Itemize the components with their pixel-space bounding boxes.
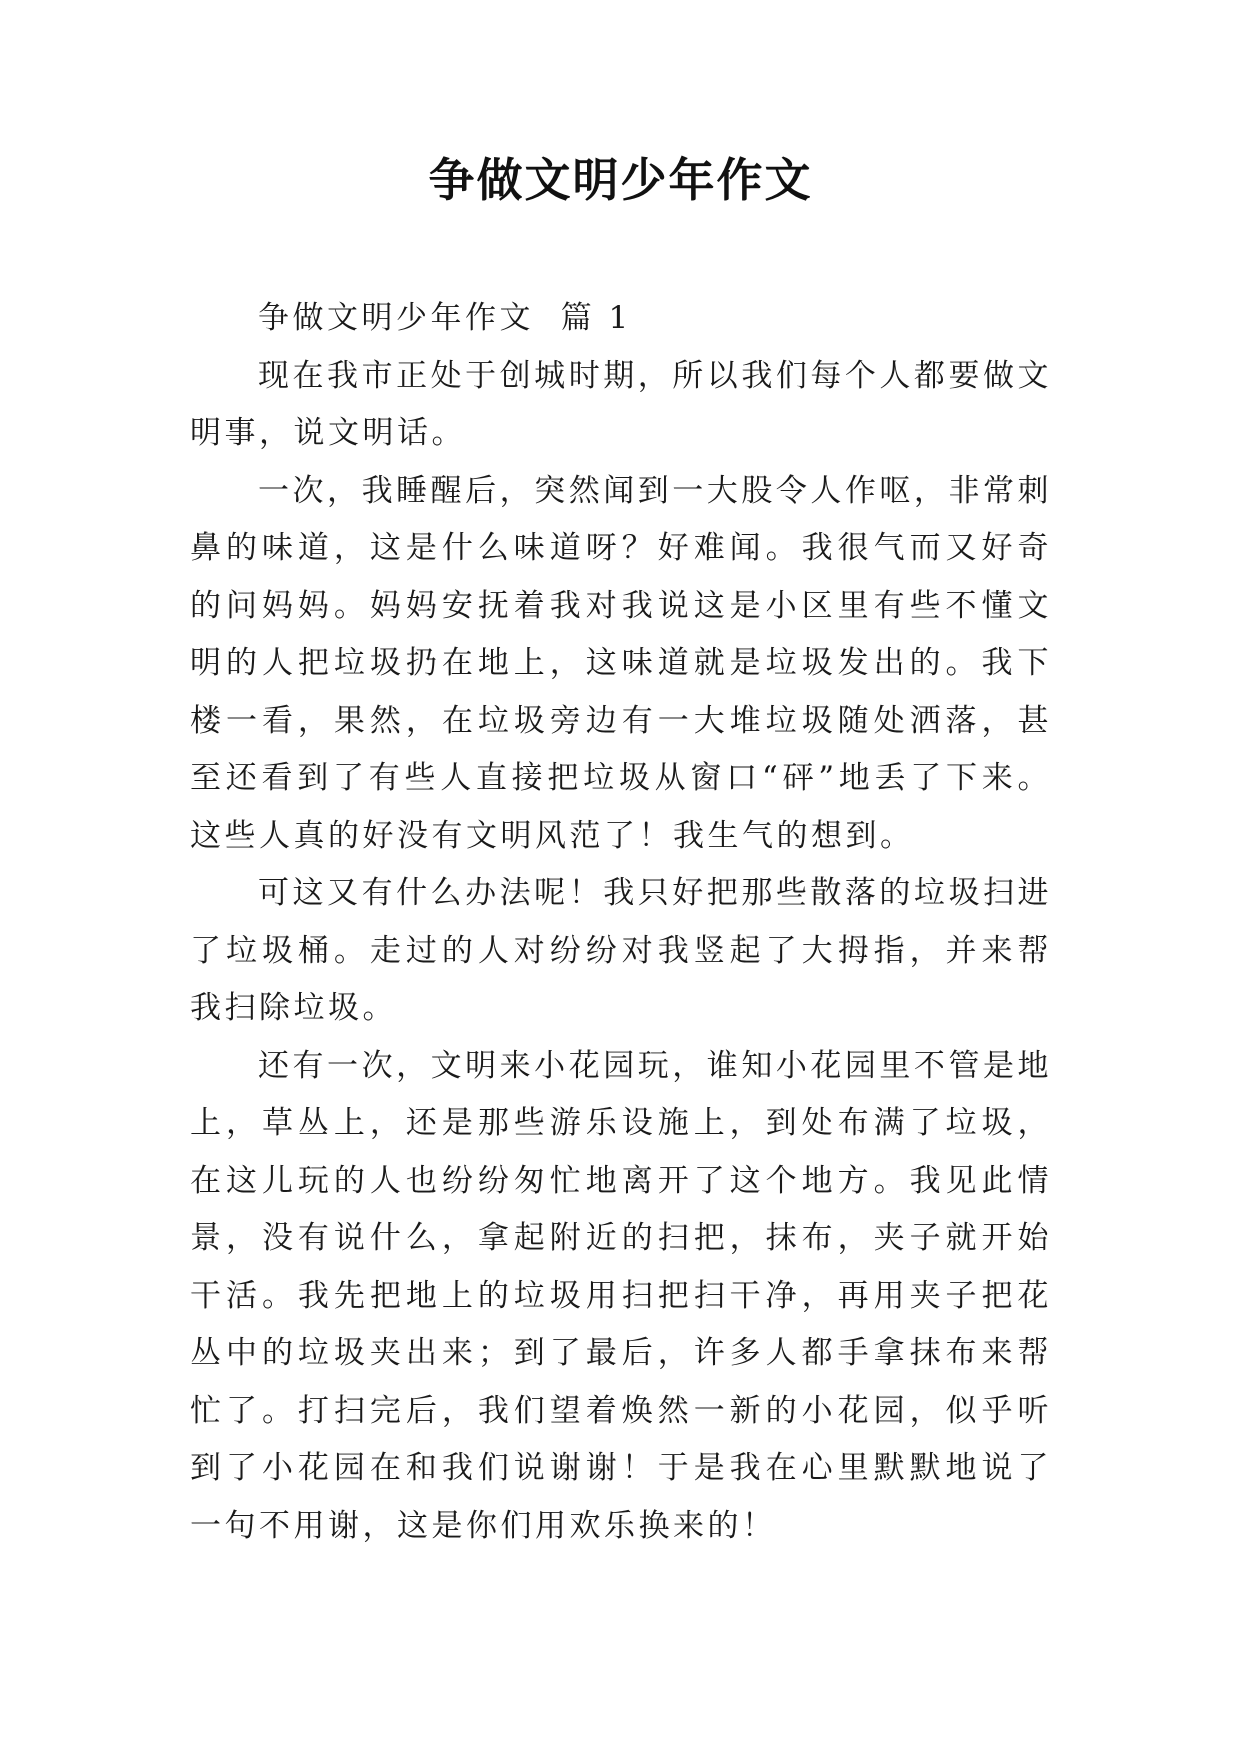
paragraph: 一次，我睡醒后，突然闻到一大股令人作呕，非常刺鼻的味道，这是什么味道呀？好难闻。我很气而又好奇的问妈妈。妈妈安抚着我对我说这是小区里有些不懂文明的人把垃圾扔在地上，这味道就是垃圾发出的。我下楼一看，果然，在垃圾旁边有一大堆垃圾随处洒落，甚至还看到了有些人直接把垃圾从窗口“砰”地丢了下来。这些人真的好没有文明风范了！我生气的想到。 [190, 472, 1052, 854]
paragraph: 可这又有什么办法呢！我只好把那些散落的垃圾扫进了垃圾桶。走过的人对纷纷对我竖起了大拇指，并来帮我扫除垃圾。 [190, 875, 1052, 1026]
paragraph: 还有一次，文明来小花园玩，谁知小花园里不管是地上，草丛上，还是那些游乐设施上，到处布满了垃圾，在这儿玩的人也纷纷匆忙地离开了这个地方。我见此情景，没有说什么，拿起附近的扫把，抹布，夹子就开始干活。我先把地上的垃圾用扫把扫干净，再用夹子把花丛中的垃圾夹出来；到了最后，许多人都手拿抹布来帮忙了。打扫完后，我们望着焕然一新的小花园，似乎听到了小花园在和我们说谢谢！于是我在心里默默地说了一句不用谢，这是你们用欢乐换来的！ [190, 1047, 1052, 1544]
section-heading: 争做文明少年作文 篇 1 [258, 300, 632, 336]
document-title: 争做文明少年作文 [428, 153, 813, 207]
document-body [190, 290, 1052, 1555]
paragraph: 现在我市正处于创城时期，所以我们每个人都要做文明事，说文明话。 [190, 357, 1052, 451]
